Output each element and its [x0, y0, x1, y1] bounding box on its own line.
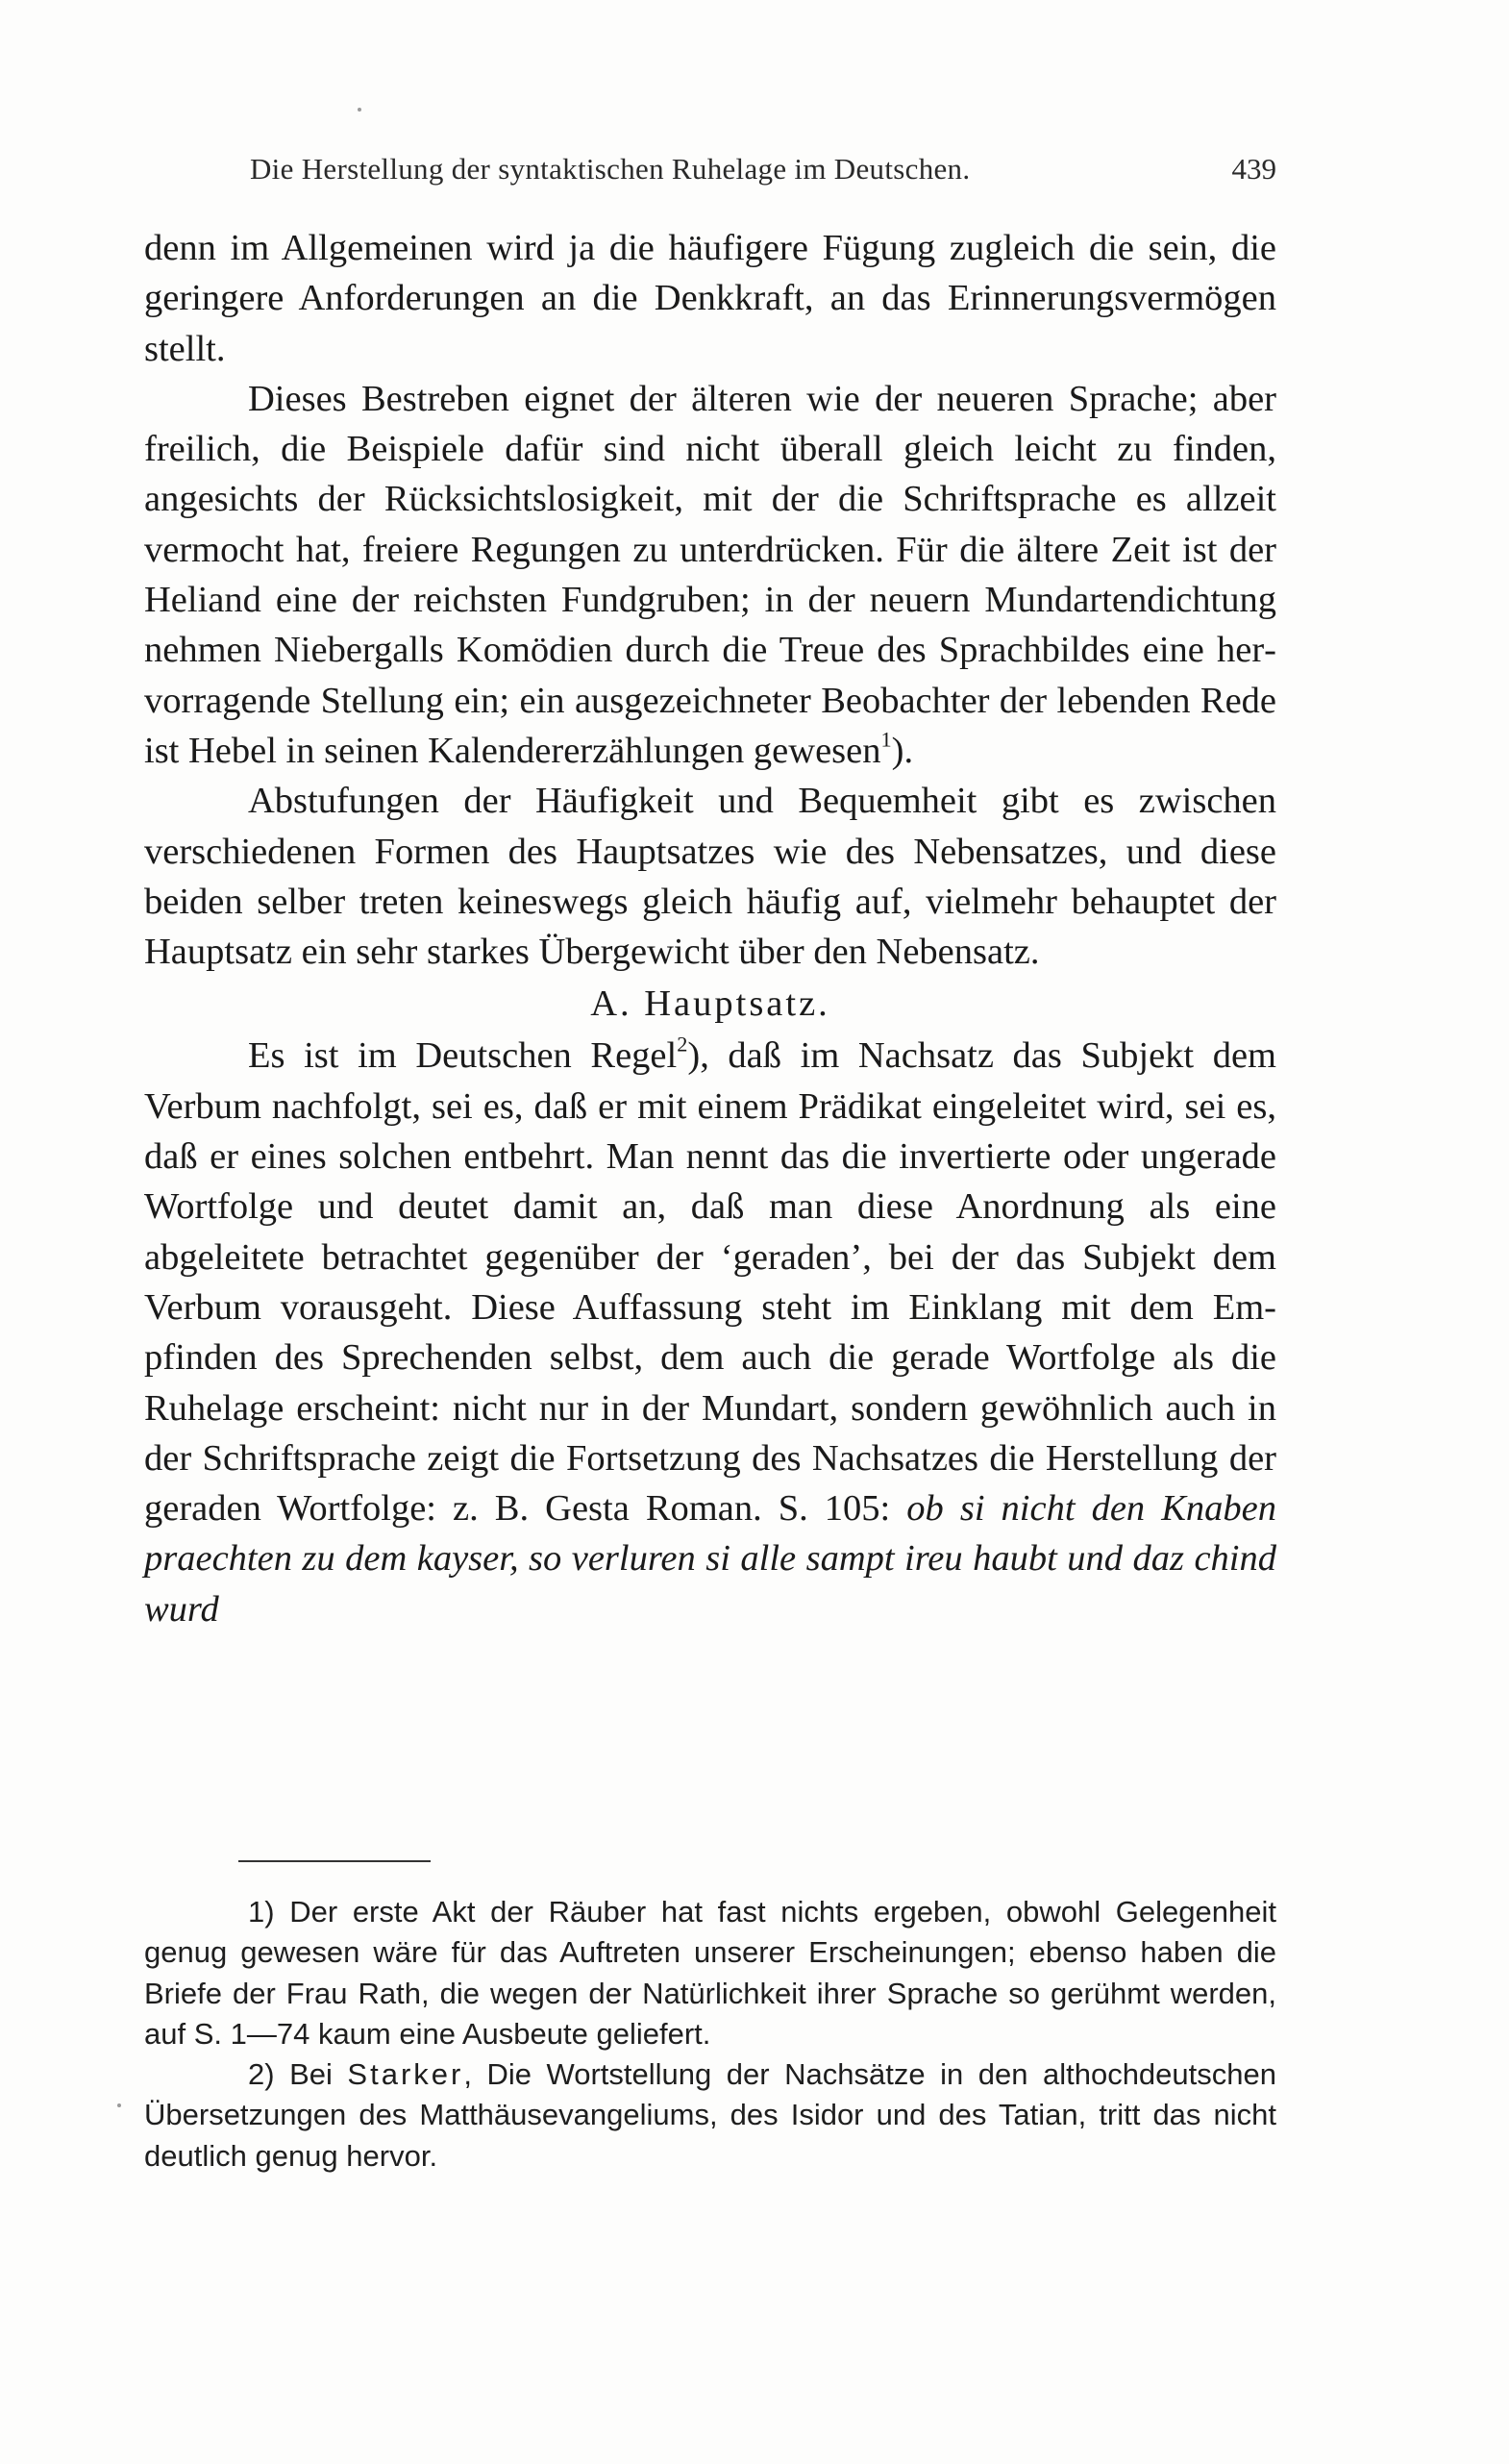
scan-speck: [358, 108, 361, 112]
paragraph-text: ), daß im Nachsatz das Subjekt dem Verbum nachfolgt, sei es, daß er mit einem Prädikat eingeleitet wird, sei es, daß er eines solchen entbehrt. Man nennt das die invertierte oder ungerade Wortfolge und deutet damit an, daß man diese Anordnung als eine abgeleitete betrachtet gegenüber der ‘geraden’, bei der das Subjekt dem Verbum vorausgeht. Diese Auffassung steht im Einklang mit dem Empfinden des Sprechenden selbst, dem auch die gerade Wortfolge als die Ruhelage erscheint: nicht nur in der Mundart, sondern gewöhnlich auch in der Schriftsprache zeigt die Fortsetzung des Nachsatzes die Herstellung der geraden Wortfolge: z. B. Gesta Roman. S. 105:: [144, 1035, 1276, 1530]
scan-speck: [117, 2103, 121, 2107]
paragraph-text: Es ist im Deutschen Regel: [248, 1035, 678, 1077]
footnote-text: , Die Wortstellung der Nachsätze in den althochdeutschen Übersetzungen des Matthäusevangeliums, des Isidor und des Tatian, tritt das nicht deutlich genug hervor.: [144, 2057, 1276, 2173]
footnote-text: 1) Der erste Akt der Räuber hat fast nichts ergeben, obwohl Gelegenheit genug gewesen wäre für das Auftreten unserer Erscheinungen; ebenso haben die Briefe der Frau Rath, die wegen der Natürlichkeit ihrer Sprache so gerühmt werden, auf S. 1—74 kaum eine Ausbeute geliefert.: [144, 1895, 1276, 2051]
footnote-text: 2) Bei: [248, 2057, 348, 2092]
paragraph: [144, 223, 1276, 374]
paragraph: [144, 776, 1276, 977]
paragraph: [144, 1031, 1276, 1634]
footnote-author: Starker: [347, 2057, 464, 2092]
footnote: [144, 2054, 1276, 2177]
paragraph-text: denn im Allgemeinen wird ja die häufigere Fügung zugleich die sein, die geringere Anforderungen an die Denkkraft, an das Erinnerungsvermögen stellt.: [144, 228, 1276, 369]
page-header: [250, 152, 1276, 200]
footnote-divider: [238, 1860, 431, 1862]
main-text: [144, 223, 1276, 1634]
footnotes: [144, 1892, 1276, 2177]
paragraph-text-end: ).: [891, 730, 914, 771]
quoted-example: ob si nicht den Knaben praechten zu dem kayser, so verluren si alle sampt ireu haubt und daz chind wurd: [144, 1488, 1276, 1630]
footnote-marker: 1: [880, 727, 892, 752]
paragraph: [144, 374, 1276, 776]
section-heading: A. Hauptsatz.: [590, 983, 830, 1025]
page-number: 439: [1231, 152, 1276, 186]
paragraph-text: Dieses Bestreben eignet der älteren wie der neueren Sprache; aber freilich, die Beispiele dafür sind nicht überall gleich leicht zu finden, angesichts der Rücksichtslosigkeit, mit der die Schriftsprache es allzeit vermocht hat, freiere Regungen zu unterdrücken. Für die ältere Zeit ist der Heliand eine der reichsten Fundgruben; in der neuern Mundartendichtung nehmen Niebergalls Komödien durch die Treue des Sprachbildes eine hervorragende Stellung ein; ein ausgezeichneter Beobachter der lebenden Rede ist Hebel in seinen Kalendererzählungen gewesen: [144, 378, 1276, 771]
running-title: Die Herstellung der syntaktischen Ruhelage im Deutschen.: [250, 152, 971, 186]
footnote-marker: 2: [677, 1032, 688, 1057]
paragraph-text: Abstufungen der Häufigkeit und Bequemheit gibt es zwischen verschiedenen Formen des Hauptsatzes wie des Nebensatzes, und diese beiden selber treten keineswegs gleich häufig auf, vielmehr behauptet der Hauptsatz ein sehr starkes Übergewicht über den Nebensatz.: [144, 781, 1276, 973]
footnote: [144, 1892, 1276, 2054]
